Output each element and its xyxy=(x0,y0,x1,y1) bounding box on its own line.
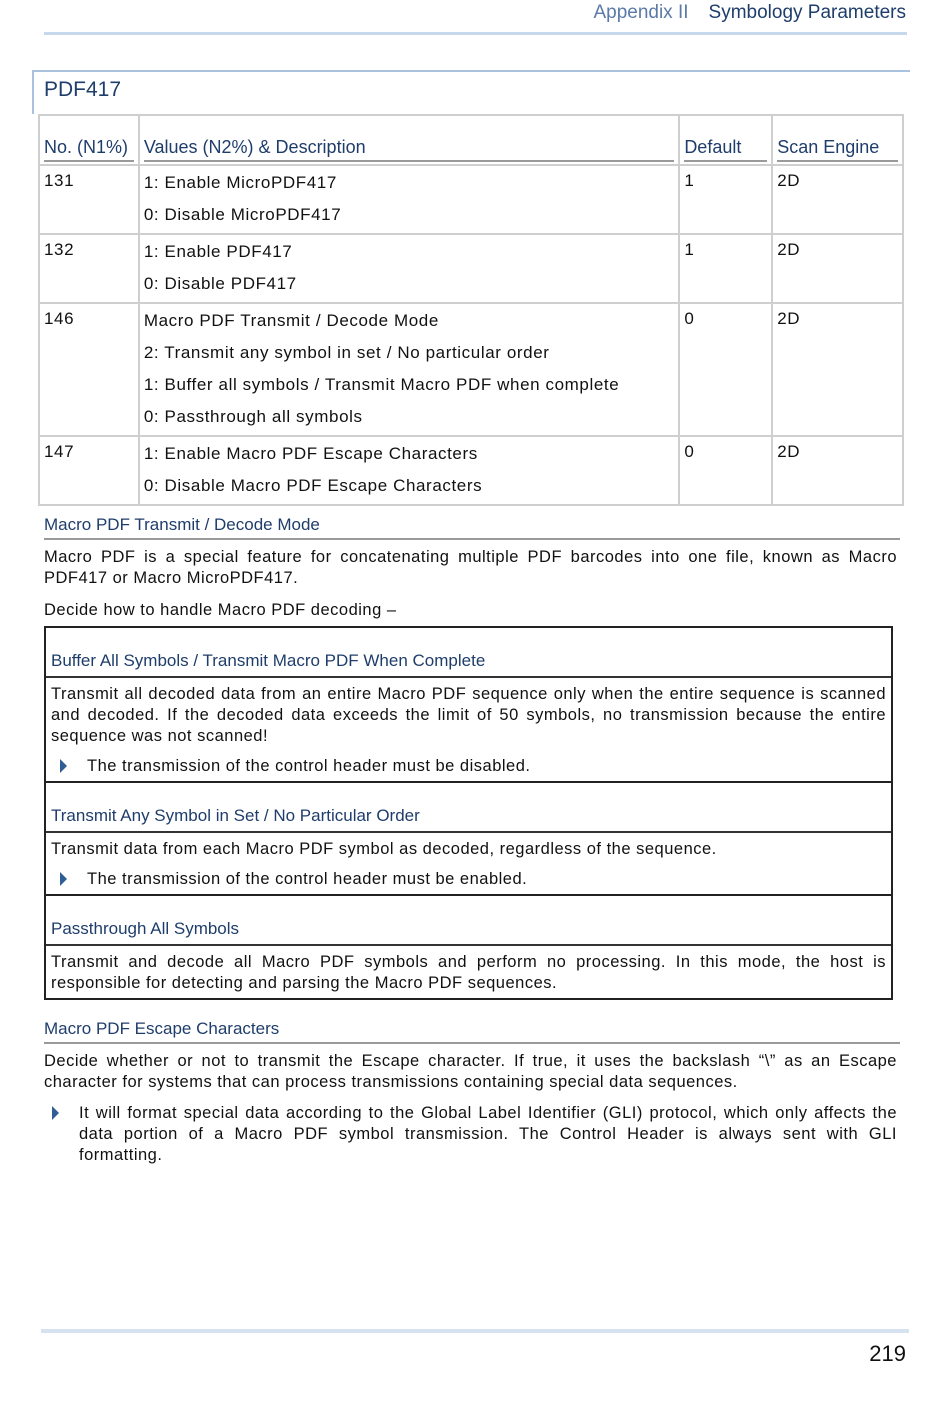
parameters-table xyxy=(38,114,904,506)
mode-heading: Passthrough All Symbols xyxy=(46,896,891,946)
col-header-default: Default xyxy=(679,115,772,165)
running-header xyxy=(593,0,906,26)
escape-chars-heading: Macro PDF Escape Characters xyxy=(44,1019,900,1044)
param-default: 0 xyxy=(679,436,772,505)
param-values: 1: Enable PDF417 0: Disable PDF417 xyxy=(139,234,679,303)
param-values: 1: Enable Macro PDF Escape Characters 0: Disable Macro PDF Escape Characters xyxy=(139,436,679,505)
param-values: Macro PDF Transmit / Decode Mode 2: Transmit any symbol in set / No particular order 1: Buffer all symbols / Transmit Macro PDF when complete 0: Passthrough all symbols xyxy=(139,303,679,436)
page-title: PDF417 xyxy=(44,78,122,101)
table-row xyxy=(39,165,903,234)
modes-box xyxy=(44,626,893,1000)
note: The transmission of the control header must be disabled. xyxy=(51,756,886,777)
footer-divider xyxy=(41,1329,909,1333)
mode-heading: Transmit Any Symbol in Set / No Particular Order xyxy=(46,783,891,833)
param-no: 146 xyxy=(39,303,139,436)
param-default: 0 xyxy=(679,303,772,436)
escape-chars-note: It will format special data according to the Global Label Identifier (GLI) protocol, which only affects the data portion of a Macro PDF symbol transmission. The Control Header is always sent with GLI formatting. xyxy=(44,1103,897,1166)
mode-description: Transmit all decoded data from an entire Macro PDF sequence only when the entire sequence is scanned and decoded. If the decoded data exceeds the limit of 50 symbols, no transmission because the entire sequence was not scanned! The transmission of the control header must be disabled. xyxy=(46,678,891,783)
param-default: 1 xyxy=(679,234,772,303)
param-engine: 2D xyxy=(772,303,903,436)
section-label: Symbology Parameters xyxy=(708,2,906,23)
macro-pdf-lead: Decide how to handle Macro PDF decoding – xyxy=(44,601,397,619)
param-no: 132 xyxy=(39,234,139,303)
macro-pdf-mode-heading: Macro PDF Transmit / Decode Mode xyxy=(44,515,900,540)
mode-description: Transmit and decode all Macro PDF symbols and perform no processing. In this mode, the host is responsible for detecting and parsing the Macro PDF sequences. xyxy=(51,953,886,992)
appendix-label: Appendix II xyxy=(593,2,689,23)
header-divider xyxy=(44,32,907,35)
mode-description: Transmit data from each Macro PDF symbol as decoded, regardless of the sequence. The transmission of the control header must be enabled. xyxy=(46,833,891,896)
param-engine: 2D xyxy=(772,165,903,234)
bullet-triangle-icon xyxy=(60,872,67,886)
param-no: 147 xyxy=(39,436,139,505)
mode-heading: Buffer All Symbols / Transmit Macro PDF When Complete xyxy=(46,628,891,678)
bullet-triangle-icon xyxy=(60,759,67,773)
col-header-engine: Scan Engine xyxy=(772,115,903,165)
page-number: 219 xyxy=(869,1341,906,1366)
escape-chars-text: Decide whether or not to transmit the Escape character. If true, it uses the backslash “\” as an Escape character for systems that can process transmissions containing special data sequences. xyxy=(44,1052,897,1091)
param-engine: 2D xyxy=(772,436,903,505)
bullet-triangle-icon xyxy=(52,1106,59,1120)
table-row xyxy=(39,234,903,303)
table-header-row xyxy=(39,115,903,165)
note: The transmission of the control header must be enabled. xyxy=(51,869,886,890)
macro-pdf-intro: Macro PDF is a special feature for concatenating multiple PDF barcodes into one file, known as Macro PDF417 or Macro MicroPDF417. xyxy=(44,548,897,587)
col-header-no: No. (N1%) xyxy=(39,115,139,165)
col-header-values: Values (N2%) & Description xyxy=(139,115,679,165)
param-engine: 2D xyxy=(772,234,903,303)
param-no: 131 xyxy=(39,165,139,234)
section-title-box xyxy=(32,70,910,114)
param-values: 1: Enable MicroPDF417 0: Disable MicroPDF417 xyxy=(139,165,679,234)
param-default: 1 xyxy=(679,165,772,234)
table-row xyxy=(39,303,903,436)
table-row xyxy=(39,436,903,505)
